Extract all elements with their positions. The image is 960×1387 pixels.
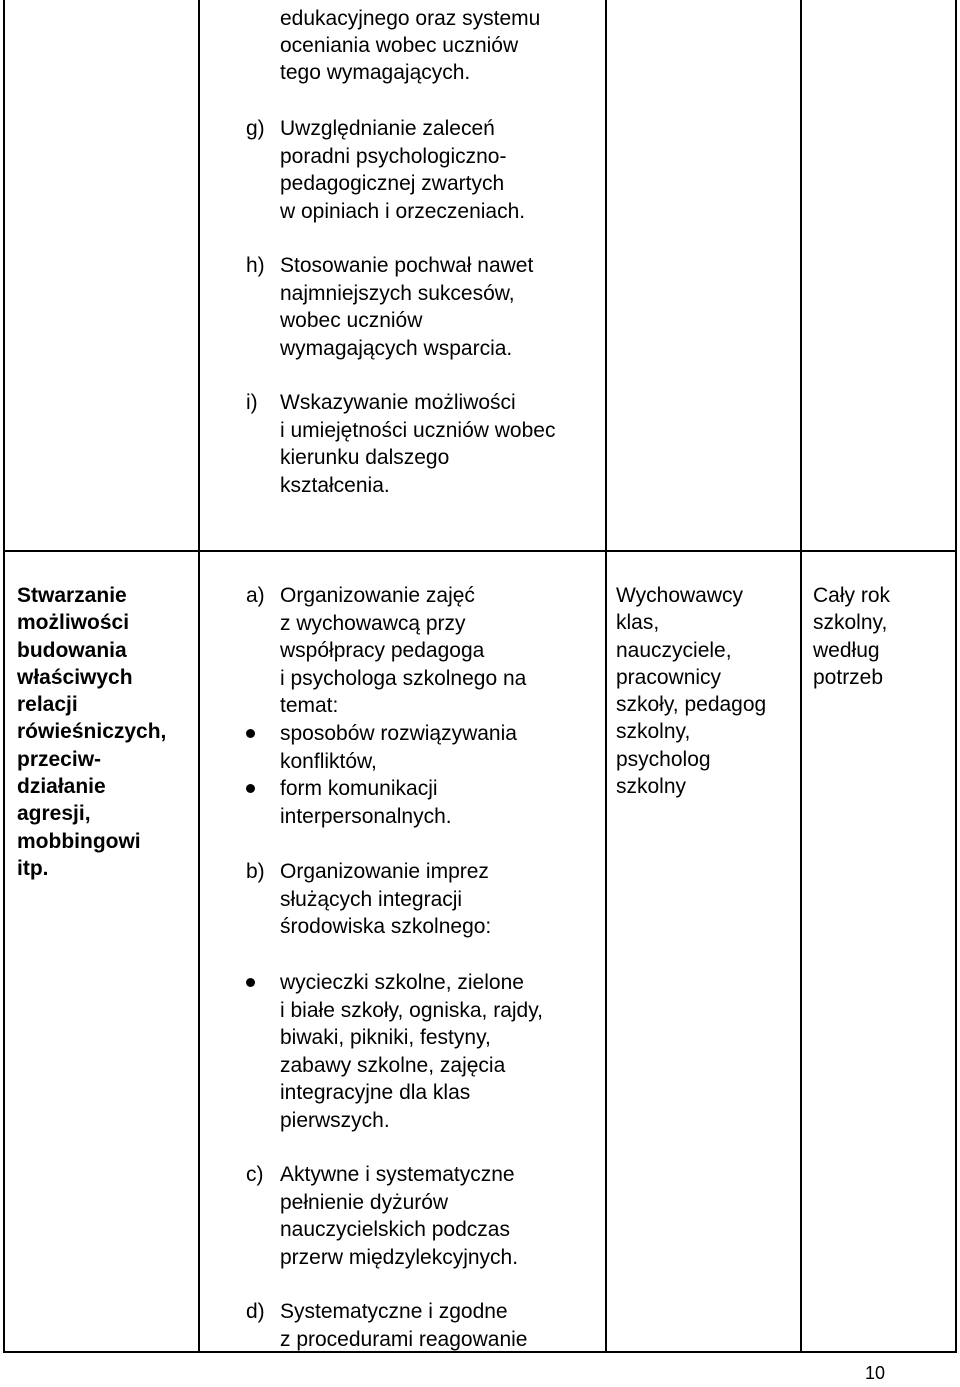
goal-line: przeciw-	[17, 747, 102, 771]
list-item-line: przerw międzylekcyjnych.	[280, 1245, 519, 1269]
goal-line: relacji	[17, 693, 78, 717]
responsible-cell	[616, 582, 766, 800]
list-item-line: służących integracji	[280, 887, 463, 911]
bullet-line: interpersonalnych.	[280, 804, 452, 828]
goal-line: możliwości	[17, 611, 130, 635]
bullet-line: form komunikacji	[280, 777, 438, 800]
bullet-line: zabawy szkolne, zajęcia	[280, 1053, 506, 1077]
table-column-divider	[605, 0, 607, 1353]
list-item-line: Wskazywanie możliwości	[280, 391, 516, 414]
list-item-line: nauczycielskich podczas	[280, 1218, 510, 1241]
table-column-divider	[800, 0, 802, 1353]
list-item-line: współpracy pedagoga	[280, 639, 485, 662]
continuation-line: edukacyjnego oraz systemu	[280, 7, 541, 30]
list-item-line: Organizowanie imprez	[280, 860, 489, 883]
list-item-line: i psychologa szkolnego na	[280, 666, 527, 690]
timeline-line: szkolny,	[813, 611, 888, 635]
list-marker: c)	[246, 1163, 264, 1186]
list-item-line: poradni psychologiczno-	[280, 144, 507, 168]
timeline-cell	[813, 582, 890, 691]
goal-line: mobbingowi	[17, 829, 141, 853]
bullet-line: sposobów rozwiązywania	[280, 722, 517, 745]
bullet-dot-icon	[246, 978, 255, 987]
list-marker: b)	[246, 860, 265, 883]
responsible-line: szkolny	[616, 775, 687, 799]
list-marker: h)	[246, 254, 265, 277]
list-item-line: Aktywne i systematyczne	[280, 1163, 515, 1186]
bullet-line: i białe szkoły, ogniska, rajdy,	[280, 998, 544, 1022]
bullet-dot-icon	[246, 729, 255, 738]
timeline-line: według	[813, 638, 880, 662]
goal-line: działanie	[17, 775, 106, 799]
list-item-line: kształcenia.	[280, 473, 390, 497]
responsible-line: szkoły, pedagog	[616, 693, 767, 717]
responsible-line: Wychowawcy	[616, 584, 744, 607]
list-item-line: wobec uczniów	[280, 309, 423, 332]
responsible-line: szkolny,	[616, 720, 691, 744]
list-marker: i)	[246, 391, 258, 414]
list-item-line: pełnienie dyżurów	[280, 1190, 449, 1214]
table-right-border	[955, 0, 957, 1353]
goal-line: właściwych	[17, 665, 133, 689]
goal-cell	[17, 582, 166, 882]
list-marker: a)	[246, 584, 265, 607]
bullet-line: wycieczki szkolne, zielone	[280, 971, 524, 994]
table-left-border	[3, 0, 5, 1353]
bullet-line: integracyjne dla klas	[280, 1081, 471, 1104]
goal-line: agresji,	[17, 802, 91, 826]
list-item-line: pedagogicznej zwartych	[280, 172, 505, 195]
list-marker: g)	[246, 117, 265, 140]
list-item-line: w opiniach i orzeczeniach.	[280, 199, 526, 223]
list-item-line: z wychowawcą przy	[280, 611, 466, 635]
table-column-divider	[198, 0, 200, 1353]
list-item-line: z procedurami reagowanie	[280, 1327, 528, 1351]
list-item-line: wymagających wsparcia.	[280, 336, 513, 360]
continuation-line: oceniania wobec uczniów	[280, 34, 519, 57]
timeline-line: potrzeb	[813, 665, 884, 689]
responsible-line: psycholog	[616, 747, 711, 771]
table-row-divider	[3, 550, 957, 552]
list-item-line: środowiska szkolnego:	[280, 915, 492, 938]
list-item-line: Systematyczne i zgodne	[280, 1300, 508, 1323]
list-item-line: kierunku dalszego	[280, 446, 450, 469]
bullet-line: konfliktów,	[280, 749, 377, 773]
responsible-line: pracownicy	[616, 665, 722, 689]
goal-line: itp.	[17, 856, 49, 880]
timeline-line: Cały rok	[813, 584, 891, 607]
goal-line: budowania	[17, 638, 127, 662]
responsible-line: nauczyciele,	[616, 638, 732, 662]
continuation-line: tego wymagających.	[280, 61, 471, 84]
page-number: 10	[865, 1363, 886, 1383]
goal-line: rówieśniczych,	[17, 720, 167, 744]
list-item-line: Uwzględnianie zaleceń	[280, 117, 495, 140]
bullet-dot-icon	[246, 784, 255, 793]
bullet-line: pierwszych.	[280, 1108, 390, 1132]
list-item-line: Organizowanie zajęć	[280, 584, 475, 607]
responsible-line: klas,	[616, 611, 660, 635]
list-item-line: temat:	[280, 694, 339, 717]
list-item-line: i umiejętności uczniów wobec	[280, 418, 556, 442]
list-marker: d)	[246, 1300, 265, 1323]
list-item-line: najmniejszych sukcesów,	[280, 281, 515, 305]
list-item-line: Stosowanie pochwał nawet	[280, 254, 534, 277]
bullet-line: biwaki, pikniki, festyny,	[280, 1026, 491, 1049]
goal-line: Stwarzanie	[17, 584, 127, 607]
